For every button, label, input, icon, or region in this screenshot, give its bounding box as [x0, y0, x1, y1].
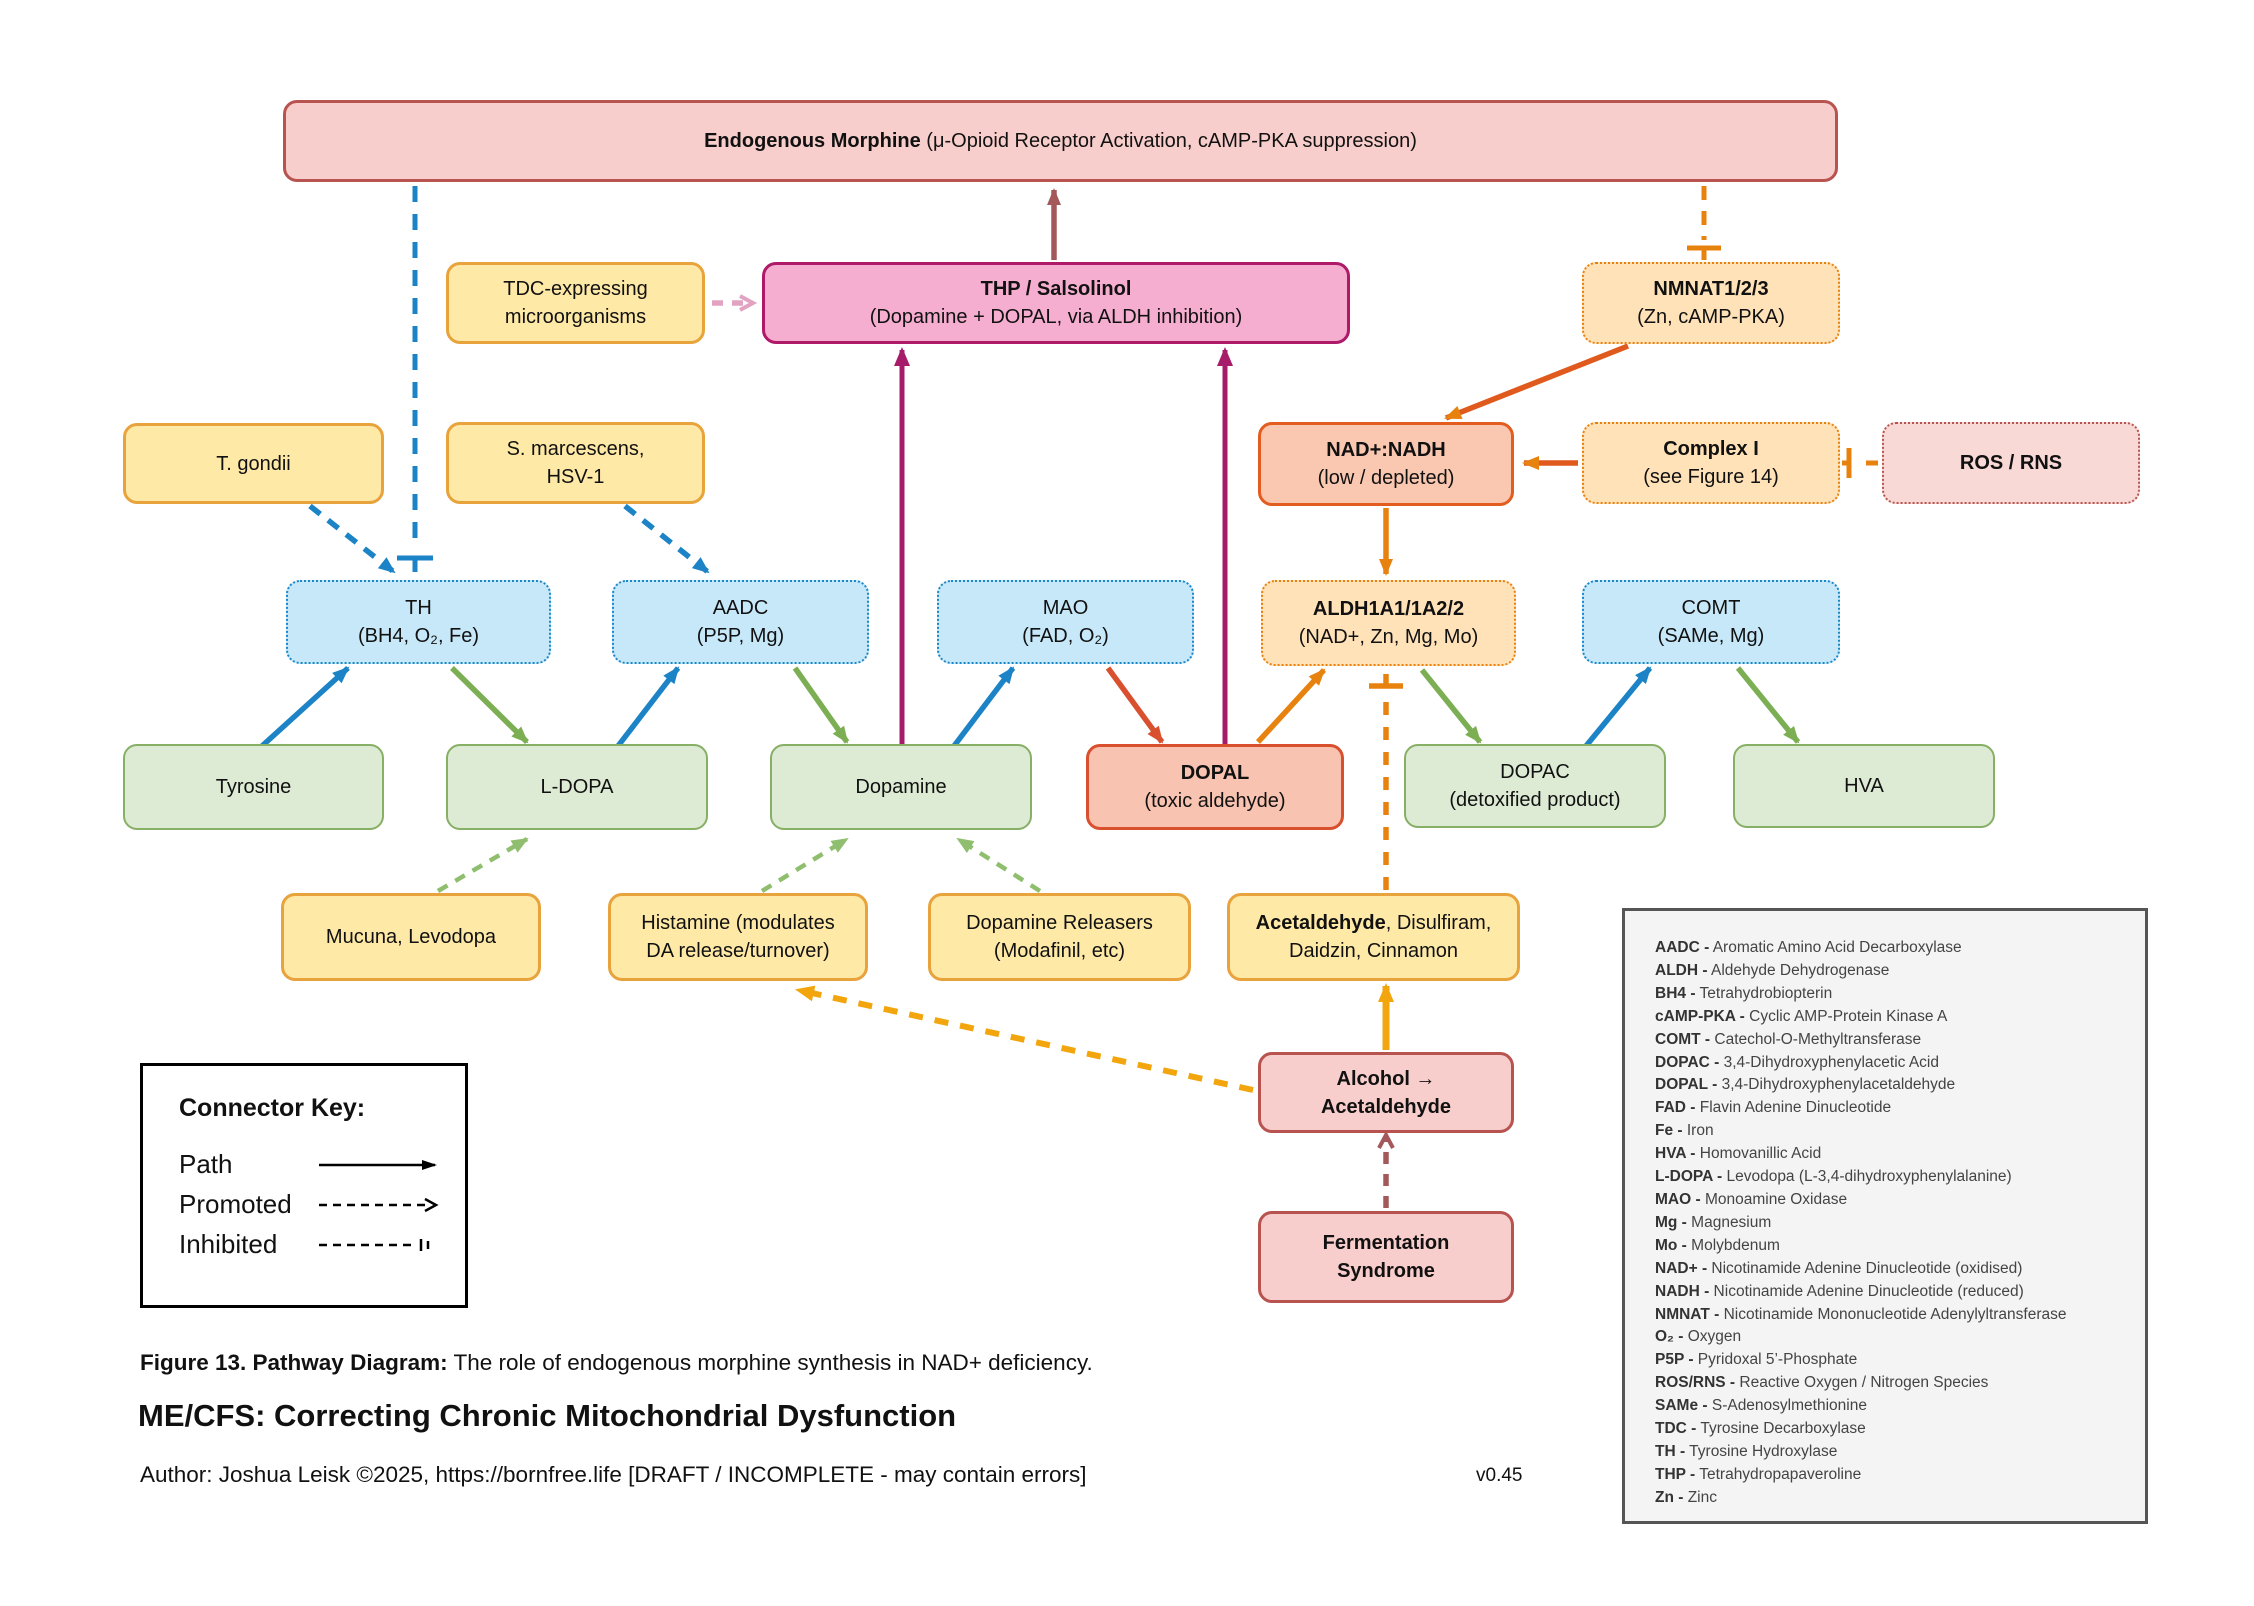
- node-fermentation-line1: Fermentation: [1322, 1232, 1450, 1254]
- node-nad-nadh[interactable]: [1258, 422, 1514, 506]
- node-complex-i-line2: (see Figure 14): [1643, 466, 1779, 488]
- node-s-marcescens-line1: S. marcescens,: [506, 438, 645, 460]
- node-alcohol-acetaldehyde[interactable]: [1258, 1052, 1514, 1133]
- node-complex-i-line1: Complex I: [1663, 438, 1759, 460]
- node-l-dopa-line1: L-DOPA: [540, 776, 614, 798]
- arrow-tgondii-to-th: [310, 506, 394, 572]
- node-complex-i[interactable]: [1582, 422, 1840, 504]
- legend-item: ROS/RNS - Reactive Oxygen / Nitrogen Species: [1655, 1374, 1989, 1392]
- node-acetaldehyde-bold: Acetaldehyde: [1255, 912, 1386, 934]
- arrow-alcohol-to-histamine: [798, 990, 1253, 1090]
- legend-item: cAMP-PKA - Cyclic AMP-Protein Kinase A: [1655, 1007, 1948, 1025]
- arrow-mucuna-to-ldopa: [438, 839, 527, 891]
- inhibit-endomorphine-to-nmnat: [1687, 186, 1721, 260]
- node-dopal-line2: (toxic aldehyde): [1144, 790, 1286, 812]
- legend-item: AADC - Aromatic Amino Acid Decarboxylase: [1655, 939, 1962, 956]
- node-histamine-line2: DA release/turnover): [646, 940, 830, 962]
- promoted-arrow-icon: [317, 1196, 447, 1214]
- node-dopamine[interactable]: [770, 744, 1032, 830]
- node-histamine[interactable]: [608, 893, 868, 981]
- node-nad-nadh-line1: NAD+:NADH: [1326, 439, 1446, 461]
- legend-item: Mg - Magnesium: [1655, 1213, 1772, 1231]
- inhibit-ros-to-complexi: [1842, 448, 1878, 478]
- abbreviation-legend: [1622, 908, 2148, 1524]
- node-nmnat[interactable]: [1582, 262, 1840, 344]
- node-dopal[interactable]: [1086, 744, 1344, 830]
- node-ros-rns-line1: ROS / RNS: [1959, 452, 2063, 474]
- node-aldh-line1: ALDH1A1/1A2/2: [1312, 598, 1465, 620]
- figure-caption-bold: Figure 13. Pathway Diagram:: [140, 1350, 448, 1375]
- connector-key-label-inhibited: Inhibited: [179, 1229, 278, 1259]
- legend-item: BH4 - Tetrahydrobiopterin: [1655, 984, 1833, 1002]
- node-acetaldehyde-disulfiram[interactable]: [1227, 893, 1520, 981]
- node-tyrosine-line1: Tyrosine: [215, 776, 292, 798]
- legend-item: L-DOPA - Levodopa (L-3,4-dihydroxyphenylalanine): [1655, 1168, 2012, 1186]
- node-releasers-line1: Dopamine Releasers: [966, 912, 1153, 934]
- legend-item: DOPAL - 3,4-Dihydroxyphenylacetaldehyde: [1655, 1076, 1956, 1094]
- connector-key: [140, 1063, 468, 1308]
- arrow-comt-to-hva: [1738, 668, 1798, 742]
- node-aldh[interactable]: [1261, 580, 1516, 666]
- legend-item: ALDH - Aldehyde Dehydrogenase: [1655, 961, 1890, 979]
- connector-key-label-path: Path: [179, 1149, 233, 1179]
- node-fermentation-line2: Syndrome: [1337, 1260, 1435, 1282]
- arrow-dopac-to-comt: [1586, 668, 1650, 746]
- legend-item: Fe - Iron: [1655, 1122, 1714, 1140]
- version-label: v0.45: [1476, 1465, 1523, 1486]
- node-endogenous-morphine-rest: (μ-Opioid Receptor Activation, cAMP-PKA suppression): [920, 130, 1417, 152]
- legend-item: Zn - Zinc: [1655, 1488, 1717, 1506]
- node-fermentation-syndrome[interactable]: [1258, 1211, 1514, 1303]
- connector-key-row-promoted: [179, 1189, 465, 1220]
- node-acetaldehyde-line2: Daidzin, Cinnamon: [1289, 940, 1458, 962]
- node-hva-line1: HVA: [1844, 775, 1884, 797]
- arrow-tyrosine-to-th: [262, 668, 348, 746]
- node-alcohol-line1: Alcohol →: [1336, 1067, 1436, 1090]
- legend-item: SAMe - S-Adenosylmethionine: [1655, 1397, 1867, 1415]
- node-comt-line1: COMT: [1681, 597, 1741, 619]
- legend-item: TDC - Tyrosine Decarboxylase: [1655, 1420, 1866, 1438]
- node-histamine-line1: Histamine (modulates: [641, 912, 835, 934]
- legend-item: P5P - Pyridoxal 5’-Phosphate: [1655, 1351, 1858, 1369]
- node-releasers-line2: (Modafinil, etc): [993, 940, 1126, 962]
- node-dopac-line1: DOPAC: [1500, 761, 1570, 783]
- legend-item: O₂ - Oxygen: [1655, 1328, 1742, 1346]
- legend-item: NAD+ - Nicotinamide Adenine Dinucleotide (oxidised): [1655, 1259, 2023, 1277]
- node-mucuna-levodopa[interactable]: [281, 893, 541, 981]
- node-mao[interactable]: [937, 580, 1194, 664]
- node-dopac[interactable]: [1404, 744, 1666, 828]
- node-dopamine-line1: Dopamine: [855, 776, 947, 798]
- legend-item: NMNAT - Nicotinamide Mononucleotide Adenylyltransferase: [1655, 1305, 2067, 1323]
- connector-key-title: Connector Key:: [179, 1094, 366, 1122]
- arrow-aldh-to-dopac: [1422, 670, 1480, 742]
- legend-list: [1655, 937, 2145, 1510]
- node-aadc[interactable]: [612, 580, 869, 664]
- node-endogenous-morphine-bold: Endogenous Morphine: [704, 130, 921, 152]
- node-hva[interactable]: [1733, 744, 1995, 828]
- legend-item: COMT - Catechol-O-Methyltransferase: [1655, 1030, 1922, 1048]
- node-tyrosine[interactable]: [123, 744, 384, 830]
- node-th[interactable]: [286, 580, 551, 664]
- node-aadc-line2: (P5P, Mg): [696, 625, 785, 647]
- arrow-ldopa-to-aadc: [618, 668, 678, 746]
- node-dopac-line2: (detoxified product): [1449, 789, 1621, 811]
- path-arrow-icon: [317, 1156, 447, 1174]
- node-comt[interactable]: [1582, 580, 1840, 664]
- legend-item: Mo - Molybdenum: [1655, 1236, 1780, 1254]
- node-t-gondii[interactable]: [123, 423, 384, 504]
- node-mucuna-line1: Mucuna, Levodopa: [325, 926, 497, 948]
- arrow-dopal-to-aldh: [1258, 670, 1324, 742]
- inhibit-acetaldehyde-to-aldh: [1369, 674, 1403, 890]
- node-th-line2: (BH4, O₂, Fe): [357, 625, 480, 647]
- node-th-line1: TH: [405, 597, 432, 619]
- node-endogenous-morphine[interactable]: [283, 100, 1838, 182]
- node-thp-salsolinol[interactable]: [762, 262, 1350, 344]
- node-acetaldehyde-rest: , Disulfiram,: [1385, 912, 1492, 934]
- arrow-smarcescens-to-aadc: [625, 506, 708, 572]
- arrow-histamine-to-dopamine: [762, 839, 847, 891]
- node-nmnat-line2: (Zn, cAMP-PKA): [1637, 306, 1785, 328]
- legend-item: TH - Tyrosine Hydroxylase: [1655, 1442, 1838, 1460]
- inhibit-endomorphine-to-th: [397, 186, 433, 572]
- inhibited-tee-icon: [317, 1236, 447, 1254]
- node-mao-line1: MAO: [1042, 597, 1089, 619]
- node-comt-line2: (SAMe, Mg): [1657, 625, 1765, 647]
- figure-caption: [140, 1350, 1093, 1376]
- connector-key-row-path: [179, 1149, 465, 1180]
- node-tdc-line1: TDC-expressing: [503, 278, 648, 300]
- legend-item: NADH - Nicotinamide Adenine Dinucleotide (reduced): [1655, 1282, 2024, 1300]
- node-aldh-line2: (NAD+, Zn, Mg, Mo): [1298, 626, 1479, 648]
- arrow-releasers-to-dopamine: [958, 839, 1040, 891]
- legend-item: FAD - Flavin Adenine Dinucleotide: [1655, 1099, 1892, 1117]
- node-s-marcescens[interactable]: [446, 422, 705, 504]
- node-nmnat-line1: NMNAT1/2/3: [1653, 278, 1769, 300]
- node-tdc-line2: microorganisms: [504, 306, 647, 328]
- node-nad-nadh-line2: (low / depleted): [1317, 467, 1455, 489]
- legend-item: MAO - Monoamine Oxidase: [1655, 1190, 1848, 1208]
- document-title: ME/CFS: Correcting Chronic Mitochondrial Dysfunction: [138, 1398, 957, 1433]
- arrow-th-to-ldopa: [452, 668, 527, 742]
- node-dopamine-releasers[interactable]: [928, 893, 1191, 981]
- node-thp-line2: (Dopamine + DOPAL, via ALDH inhibition): [869, 306, 1243, 328]
- arrow-dopamine-to-mao: [954, 668, 1013, 746]
- legend-item: DOPAC - 3,4-Dihydroxyphenylacetic Acid: [1655, 1053, 1939, 1071]
- arrow-nmnat-to-nad: [1446, 346, 1628, 418]
- node-t-gondii-line1: T. gondii: [216, 452, 291, 475]
- node-mao-line2: (FAD, O₂): [1022, 625, 1109, 647]
- node-tdc-microorganisms[interactable]: [446, 262, 705, 344]
- connector-key-label-promoted: Promoted: [179, 1189, 292, 1219]
- connector-key-row-inhibited: [179, 1229, 465, 1260]
- legend-item: HVA - Homovanillic Acid: [1655, 1145, 1822, 1163]
- node-dopal-line1: DOPAL: [1180, 762, 1250, 784]
- node-thp-line1: THP / Salsolinol: [980, 278, 1132, 300]
- arrow-mao-to-dopal: [1108, 668, 1162, 742]
- node-aadc-line1: AADC: [712, 597, 769, 619]
- node-l-dopa[interactable]: [446, 744, 708, 830]
- author-line: Author: Joshua Leisk ©2025, https://bornfree.life [DRAFT / INCOMPLETE - may contain errors]: [140, 1462, 1087, 1487]
- legend-item: THP - Tetrahydropapaveroline: [1655, 1465, 1862, 1483]
- figure-caption-rest: The role of endogenous morphine synthesis in NAD+ deficiency.: [447, 1350, 1093, 1375]
- node-ros-rns[interactable]: [1882, 422, 2140, 504]
- node-s-marcescens-line2: HSV-1: [546, 466, 605, 488]
- arrow-aadc-to-dopamine: [795, 668, 847, 742]
- node-alcohol-line2: Acetaldehyde: [1320, 1095, 1452, 1118]
